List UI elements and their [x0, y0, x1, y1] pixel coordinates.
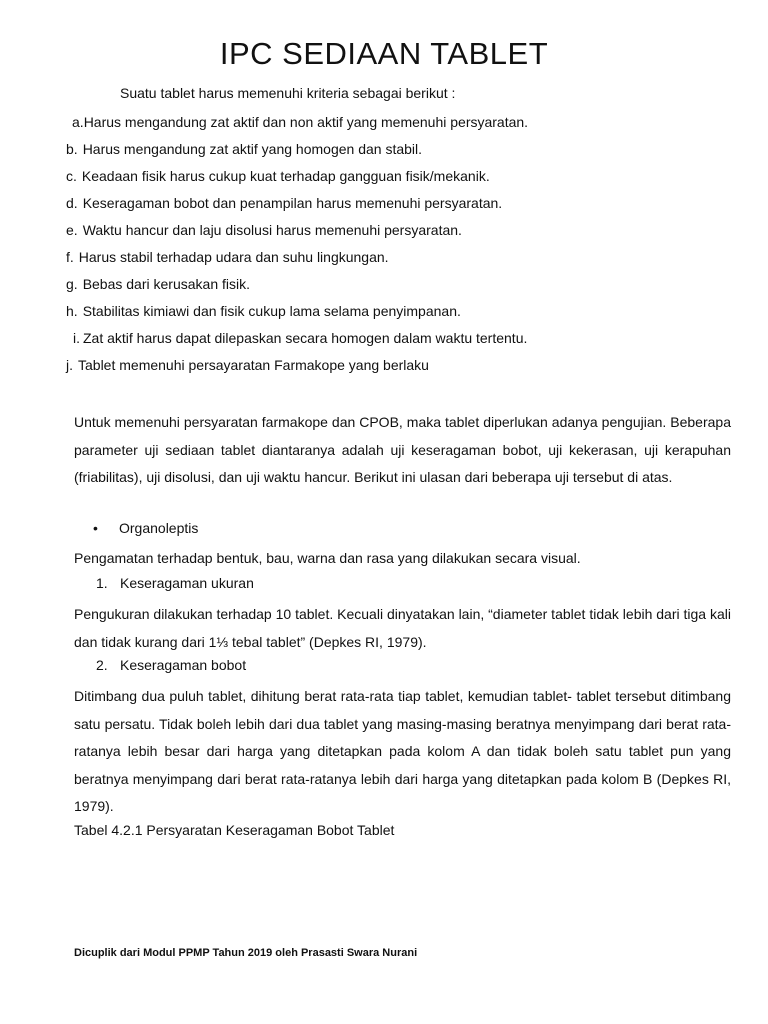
criteria-text: Keseragaman bobot dan penampilan harus memenuhi persyaratan. [82, 195, 503, 211]
criteria-letter: j. [66, 357, 73, 373]
criteria-text: Harus mengandung zat aktif yang homogen dan stabil. [82, 141, 423, 157]
paragraph-keseragaman-ukuran: Pengukuran dilakukan terhadap 10 tablet. Kecuali dinyatakan lain, “diameter tablet tidak lebih dari tiga kali dan tidak kurang dari 1⅓ tebal tablet” (Depkes RI, 1979). [74, 606, 731, 650]
criteria-item [66, 219, 528, 246]
criteria-text: Keadaan fisik harus cukup kuat terhadap gangguan fisik/mekanik. [81, 168, 490, 184]
criteria-letter: b. [66, 141, 78, 157]
criteria-letter: g. [66, 276, 78, 292]
criteria-letter: h. [66, 303, 78, 319]
intro-text: Suatu tablet harus memenuhi kriteria sebagai berikut : [120, 85, 456, 101]
criteria-letter: f. [66, 249, 74, 265]
criteria-item [66, 165, 528, 192]
criteria-text: Zat aktif harus dapat dilepaskan secara homogen dalam waktu tertentu. [83, 330, 528, 346]
section-heading: Keseragaman ukuran [120, 575, 254, 591]
criteria-item [66, 192, 528, 219]
section-heading-keseragaman-bobot [96, 657, 246, 673]
criteria-text: Stabilitas kimiawi dan fisik cukup lama selama penyimpanan. [82, 303, 461, 319]
criteria-list [66, 111, 528, 381]
criteria-item [66, 246, 528, 273]
bullet-organoleptis [93, 520, 198, 536]
criteria-letter: i. [73, 330, 80, 346]
paragraph-testing-intro: Untuk memenuhi persyaratan farmakope dan CPOB, maka tablet diperlukan adanya pengujian. Beberapa parameter uji sediaan tablet diantaranya adalah uji keseragaman bobot, uji kekerasan, uji kerapuhan (friabilitas), uji disolusi, dan uji waktu hancur. Berikut ini ulasan dari beberapa uji tersebut di atas. [74, 414, 731, 485]
paragraph-keseragaman-bobot: Ditimbang dua puluh tablet, dihitung berat rata-rata tiap tablet, kemudian tablet- tablet tersebut ditimbang satu persatu. Tidak boleh lebih dari dua tablet yang masing-masing beratnya menyimpang dari berat rata-ratanya lebih besar dari harga yang ditetapkan pada kolom A dan tidak boleh satu tablet pun yang beratnya menyimpang dari berat rata-ratanya lebih dari harga yang ditetapkan pada kolom B (Depkes RI, 1979). [74, 688, 731, 814]
criteria-text: Bebas dari kerusakan fisik. [82, 276, 250, 292]
criteria-letter: e. [66, 222, 78, 238]
section-heading-keseragaman-ukuran [96, 575, 254, 591]
criteria-text: Harus stabil terhadap udara dan suhu lingkungan. [78, 249, 389, 265]
criteria-item [66, 273, 528, 300]
document-title: IPC SEDIAAN TABLET [219, 36, 549, 71]
criteria-text: Harus mengandung zat aktif dan non aktif yang memenuhi persyaratan. [83, 114, 529, 130]
criteria-item [66, 300, 528, 327]
table-caption: Tabel 4.2.1 Persyaratan Keseragaman Bobot Tablet [74, 822, 395, 838]
criteria-text: Tablet memenuhi persayaratan Farmakope yang berlaku [78, 357, 429, 373]
criteria-text: Waktu hancur dan laju disolusi harus memenuhi persyaratan. [82, 222, 462, 238]
criteria-item [73, 327, 528, 354]
section-number: 2. [96, 657, 108, 673]
criteria-letter: c. [66, 168, 77, 184]
section-heading: Keseragaman bobot [120, 657, 247, 673]
criteria-item [66, 354, 528, 381]
section-number: 1. [96, 575, 108, 591]
bullet-icon: • [93, 520, 98, 536]
criteria-letter: a. [72, 114, 84, 130]
criteria-letter: d. [66, 195, 78, 211]
paragraph-organoleptis: Pengamatan terhadap bentuk, bau, warna dan rasa yang dilakukan secara visual. [74, 550, 581, 566]
criteria-item [66, 138, 528, 165]
criteria-item [72, 111, 528, 138]
footer-credit: Dicuplik dari Modul PPMP Tahun 2019 oleh Prasasti Swara Nurani [74, 947, 418, 959]
bullet-heading: Organoleptis [119, 520, 199, 536]
